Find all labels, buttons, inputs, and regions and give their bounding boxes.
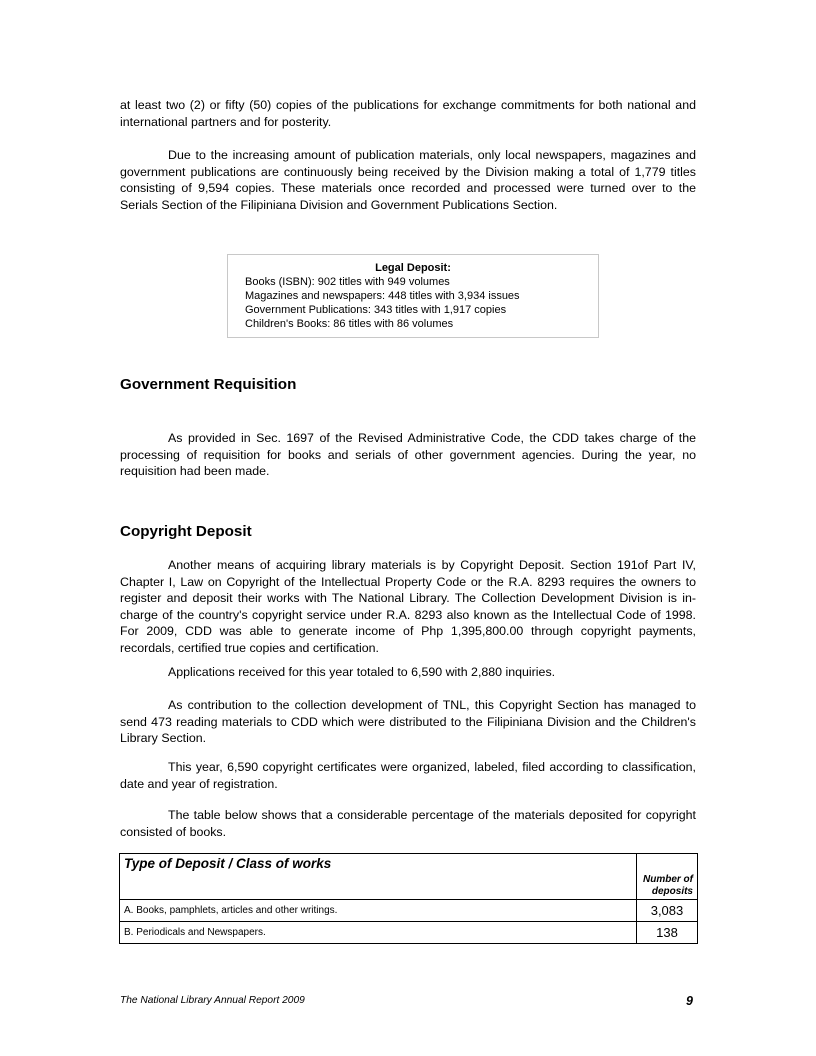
paragraph-government-requisition: As provided in Sec. 1697 of the Revised Administrative Code, the CDD takes charge of the processing of requisition for books and serials of other government agencies. During the year, no requisition had been made. xyxy=(120,431,696,478)
deposit-class-cell: A. Books, pamphlets, articles and other writings. xyxy=(120,900,637,922)
legal-deposit-line: Children's Books: 86 titles with 86 volumes xyxy=(245,318,454,330)
heading-copyright-deposit: Copyright Deposit xyxy=(120,523,252,540)
paragraph-certificates: This year, 6,590 copyright certificates were organized, labeled, filed according to classification, date and year of registration. xyxy=(120,760,696,791)
legal-deposit-line: Books (ISBN): 902 titles with 949 volumes xyxy=(245,276,450,288)
footer-report-title: The National Library Annual Report 2009 xyxy=(120,995,305,1006)
paragraph-copyright-deposit: Another means of acquiring library materials is by Copyright Deposit. Section 191of Part IV, Chapter I, Law on Copyright of the Intellectual Property Code or the R.A. 8293 requires the owners to register and deposit their works with The National Library. The Collection Development Division is in-charge of the country's copyright service under R.A. 8293 also known as the Intellectual Code of 1998. For 2009, CDD was able to generate income of Php 1,395,800.00 through copyright payments, recordals, certified true copies and certification. xyxy=(120,558,696,655)
deposit-count-cell: 138 xyxy=(637,922,698,944)
paragraph-table-intro: The table below shows that a considerable percentage of the materials deposited for copyright consisted of books. xyxy=(120,808,696,839)
paragraph-contribution: As contribution to the collection development of TNL, this Copyright Section has managed to send 473 reading materials to CDD which were distributed to the Filipiniana Division and the Children's Library Section. xyxy=(120,698,696,745)
legal-deposit-line: Government Publications: 343 titles with 1,917 copies xyxy=(245,304,507,316)
table-row xyxy=(120,922,698,944)
legal-deposit-line: Magazines and newspapers: 448 titles with 3,934 issues xyxy=(245,290,520,302)
header-type-of-deposit: Type of Deposit / Class of works xyxy=(120,854,637,900)
paragraph-exchange-copies: at least two (2) or fifty (50) copies of the publications for exchange commitments for both national and international partners and for posterity. xyxy=(120,98,696,129)
paragraph-publication-receipts: Due to the increasing amount of publication materials, only local newspapers, magazines and government publications are continuously being received by the Division making a total of 1,779 titles consisting of 9,594 copies. These materials once recorded and processed were turned over to the Serials Section of the Filipiniana Division and Government Publications Section. xyxy=(120,148,696,212)
paragraph-applications: Applications received for this year totaled to 6,590 with 2,880 inquiries. xyxy=(168,665,556,679)
table-header-row xyxy=(120,854,698,900)
deposit-table xyxy=(119,853,698,944)
legal-deposit-title: Legal Deposit: xyxy=(375,262,451,274)
heading-government-requisition: Government Requisition xyxy=(120,376,297,393)
page-number: 9 xyxy=(686,994,693,1008)
deposit-count-cell: 3,083 xyxy=(637,900,698,922)
table-row xyxy=(120,900,698,922)
deposit-class-cell: B. Periodicals and Newspapers. xyxy=(120,922,637,944)
header-number-of-deposits: Number of deposits xyxy=(637,854,698,900)
legal-deposit-box xyxy=(227,254,599,338)
